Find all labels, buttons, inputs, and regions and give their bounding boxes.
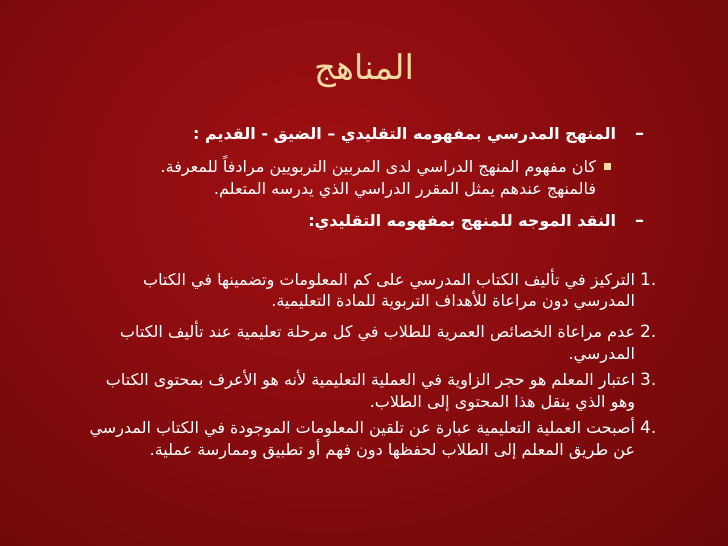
item-number: 3. bbox=[640, 370, 657, 390]
item-number: 4. bbox=[640, 418, 657, 438]
item-1-line-2: المدرسي دون مراعاة للأهداف التربوية للمادة التعليمية. bbox=[271, 291, 635, 310]
heading-criticism: النقد الموجه للمنهج بمفهومه التقليدي: bbox=[308, 211, 616, 230]
item-number: 1. bbox=[640, 270, 657, 290]
item-1-line-1: التركيز في تأليف الكتاب المدرسي على كم المعلومات وتضمينها في الكتاب bbox=[143, 270, 635, 289]
dash-marker: – bbox=[635, 123, 644, 144]
square-bullet-icon bbox=[604, 163, 611, 170]
sub-bullet-line-2: فالمنهج عندهم يمثل المقرر الدراسي الذي يدرسه المتعلم. bbox=[213, 179, 596, 198]
item-3-line-2: وهو الذي ينقل هذا المحتوى إلى الطلاب. bbox=[369, 392, 635, 411]
item-2-line-1: عدم مراعاة الخصائص العمرية للطلاب في كل مرحلة تعليمية عند تأليف الكتاب bbox=[119, 322, 635, 341]
item-4-line-1: أصبحت العملية التعليمية عبارة عن تلقين المعلومات الموجودة في الكتاب المدرسي bbox=[89, 418, 635, 437]
sub-bullet-line-1: كان مفهوم المنهج الدراسي لدى المربين التربويين مرادفاً للمعرفة. bbox=[160, 157, 596, 176]
slide-title: المناهج bbox=[314, 48, 414, 88]
item-4-line-2: عن طريق المعلم إلى الطلاب لحفظها دون فهم أو تطبيق وممارسة عملية. bbox=[149, 440, 635, 459]
heading-traditional-curriculum: المنهج المدرسي بمفهومه التقليدي – الضيق - القديم : bbox=[192, 124, 616, 143]
item-number: 2. bbox=[640, 322, 657, 342]
item-3-line-1: اعتبار المعلم هو حجر الزاوية في العملية التعليمية لأنه هو الأعرف بمحتوى الكتاب bbox=[105, 370, 635, 389]
item-2-line-2: المدرسي. bbox=[568, 344, 635, 363]
dash-marker: – bbox=[635, 210, 644, 231]
